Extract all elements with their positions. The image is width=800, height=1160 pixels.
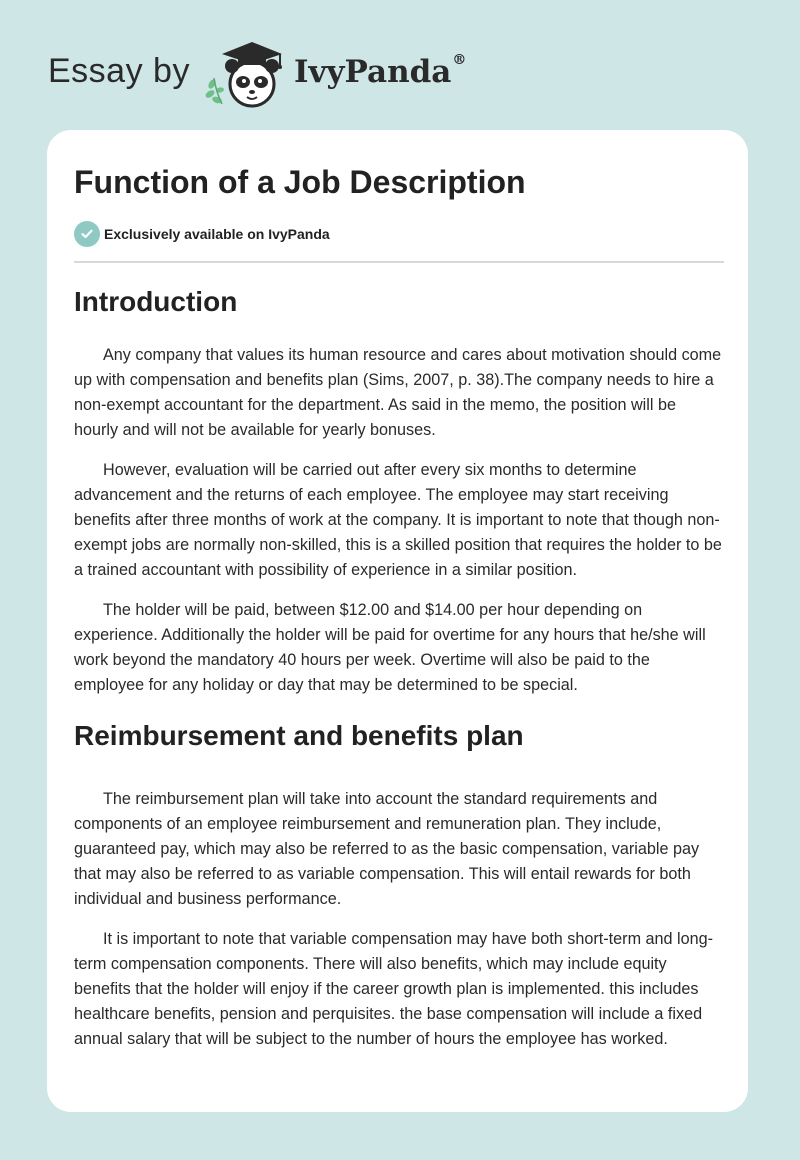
article-card <box>47 130 748 1112</box>
site-header <box>48 34 508 114</box>
paragraph: Any company that values its human resource and cares about motivation should come up with compensation and benefits plan (Sims, 2007, p. 38).The company needs to hire a non-exempt accountant for the department. As said in the memo, the position will be hourly and will not be available for yearly bonuses. <box>74 346 722 439</box>
title-divider <box>74 261 724 263</box>
panda-logo-icon[interactable] <box>200 34 294 110</box>
paragraph: However, evaluation will be carried out after every six months to determine advancement and the returns of each employee. The employee may start receiving benefits after three months of work at the company. It is important to note that though non-exempt jobs are normally non-skilled, this is a skilled position that requires the holder to be a trained accountant with possibility of experience in a similar position. <box>74 461 722 579</box>
exclusive-label: Exclusively available on IvyPanda <box>104 226 330 242</box>
paragraph: The holder will be paid, between $12.00 and $14.00 per hour depending on experience. Additionally the holder will be paid for overtime for any hours that he/she will work beyond the mandatory 40 hours per week. Overtime will also be paid to the employee for any holiday or day that may be determined to be special. <box>74 601 706 694</box>
paragraph: It is important to note that variable compensation may have both short-term and long-term compensation components. There will also benefits, which may include equity benefits that the holder will enjoy if the career growth plan is implemented. this includes healthcare benefits, pension and perquisites. the base compensation will include a fixed annual salary that will be subject to the number of hours the employee has worked. <box>74 930 714 1048</box>
section-heading: Introduction <box>74 286 238 317</box>
check-circle-icon <box>74 221 100 247</box>
registered-mark: ® <box>452 52 467 68</box>
paragraph: The reimbursement plan will take into account the standard requirements and components of an employee reimbursement and remuneration plan. They include, guaranteed pay, which may also be referred to as the basic compensation, variable pay that may also be referred to as variable compensation. This will entail rewards for both individual and business performance. <box>74 790 700 908</box>
section-introduction <box>74 286 724 698</box>
section-reimbursement <box>74 720 724 1052</box>
brand-prefix: Essay by <box>48 52 190 90</box>
section-heading: Reimbursement and benefits plan <box>74 720 524 751</box>
exclusive-badge <box>74 221 330 247</box>
brand-name[interactable]: IvyPanda® <box>294 52 467 90</box>
page-title: Function of a Job Description <box>74 164 526 200</box>
